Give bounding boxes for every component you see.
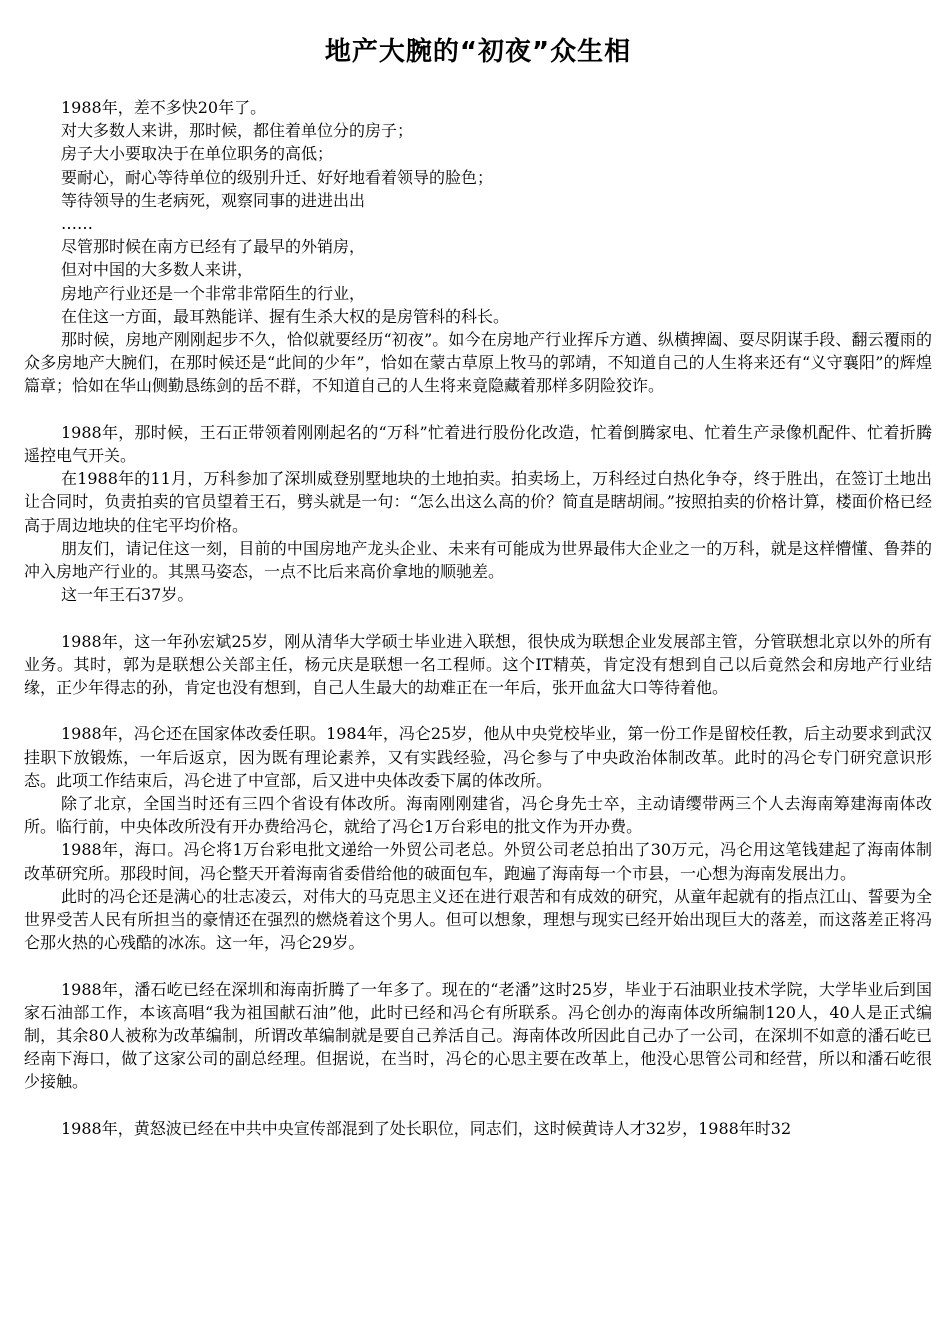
paragraph-spacer	[24, 398, 932, 421]
paragraph: 但对中国的大多数人来讲，	[61, 260, 254, 280]
paragraph: 1988年，海口。冯仑将1万台彩电批文递给一外贸公司老总。外贸公司老总拍出了30万元，冯仑用这笔钱建起了海南体制改革研究所。那段时间，冯仑整天开着海南省委借给他的破面包车，跑遍了海南每一个市县，一心想为海南发展出力。	[24, 840, 932, 883]
paragraph: ……	[61, 214, 93, 234]
paragraph-spacer	[24, 1094, 932, 1117]
paragraph: 在住这一方面，最耳熟能详、握有生杀大权的是房管科的科长。	[61, 306, 510, 326]
paragraph: 此时的冯仑还是满心的壮志凌云，对伟大的马克思主义还在进行艰苦和有成效的研究，从童年起就有的指点江山、誓要为全世界受苦人民有所担当的豪情还在强烈的燃烧着这个男人。但可以想象，理想与现实已经开始出现巨大的落差，而这落差正将冯仑那火热的心残酷的冰冻。这一年，冯仑29岁。	[24, 886, 932, 953]
document-body	[24, 96, 932, 1140]
document-title: 地产大腕的“初夜”众生相	[324, 37, 632, 67]
paragraph: 1988年，那时候，王石正带领着刚刚起名的“万科”忙着进行股份化改造，忙着倒腾家电、忙着生产录像机配件、忙着折腾遥控电气开关。	[24, 422, 932, 466]
paragraph: 房子大小要取决于在单位职务的高低；	[61, 144, 334, 164]
paragraph: 1988年，冯仑还在国家体改委任职。1984年，冯仑25岁，他从中央党校毕业，第一份工作是留校任教，后主动要求到武汉挂职下放锻炼，一年后返京，因为既有理论素养，又有实践经验，冯仑参与了中央政治体制改革。此时的冯仑专门研究意识形态。此项工作结束后，冯仑进了中宣部，后又进中央体改委下属的体改所。	[24, 724, 932, 790]
paragraph: 1988年，潘石屹已经在深圳和海南折腾了一年多了。现在的“老潘”这时25岁，毕业于石油职业技术学院，大学毕业后到国家石油部工作，本该高唱“我为祖国献石油”他，此时已经和冯仑有所联系。冯仑创办的海南体改所编制120人，40人是正式编制，其余80人被称为改革编制，所谓改革编制就是要自己养活自己。海南体改所因此自己办了一公司，在深圳不如意的潘石屹已经南下海口，做了这家公司的副总经理。但据说，在当时，冯仑的心思主要在改革上，他没心思管公司和经营，所以和潘石屹很少接触。	[24, 979, 932, 1092]
paragraph: 等待领导的生老病死，观察同事的进进出出	[61, 190, 366, 210]
paragraph: 朋友们，请记住这一刻，目前的中国房地产龙头企业、未来有可能成为世界最伟大企业之一的万科，就是这样懵懂、鲁莽的冲入房地产行业的。其黑马姿态，一点不比后来高价拿地的顺驰差。	[24, 538, 932, 582]
paragraph: 尽管那时候在南方已经有了最早的外销房，	[61, 237, 366, 257]
paragraph: 对大多数人来讲，那时候，都住着单位分的房子；	[61, 121, 414, 141]
paragraph: 那时候，房地产刚刚起步不久，恰似就要经历“初夜”。如今在房地产行业挥斥方遒、纵横捭阖、耍尽阴谋手段、翻云覆雨的众多房地产大腕们，在那时候还是“此间的少年”，恰如在蒙古草原上牧马的郭靖，不知道自己的人生将来还有“义守襄阳”的辉煌篇章；恰如在华山侧勤恳练剑的岳不群，不知道自己的人生将来竟隐藏着那样多阴险狡诈。	[24, 330, 932, 396]
paragraph-spacer	[24, 954, 932, 977]
paragraph: 1988年，差不多快20年了。	[61, 98, 267, 117]
document-page	[24, 0, 932, 1140]
paragraph: 这一年王石37岁。	[61, 585, 194, 605]
paragraph: 1988年，黄怒波已经在中共中央宣传部混到了处长职位，同志们，这时候黄诗人才32岁，1988年时32	[61, 1118, 792, 1138]
paragraph: 除了北京，全国当时还有三四个省设有体改所。海南刚刚建省，冯仑身先士卒，主动请缨带两三个人去海南筹建海南体改所。临行前，中央体改所没有开办费给冯仑，就给了冯仑1万台彩电的批文作为开办费。	[24, 794, 932, 837]
paragraph-spacer	[24, 699, 932, 722]
paragraph-spacer	[24, 606, 932, 629]
paragraph: 要耐心，耐心等待单位的级别升迁、好好地看着领导的脸色；	[61, 167, 494, 187]
paragraph: 1988年，这一年孙宏斌25岁，刚从清华大学硕士毕业进入联想，很快成为联想企业发展部主管，分管联想北京以外的所有业务。其时，郭为是联想公关部主任，杨元庆是联想一名工程师。这个IT精英，肯定没有想到自己以后竟然会和房地产行业结缘，正少年得志的孙，肯定也没有想到，自己人生最大的劫难正在一年后，张开血盆大口等待着他。	[24, 631, 932, 698]
paragraph: 房地产行业还是一个非常非常陌生的行业，	[61, 283, 366, 303]
paragraph: 在1988年的11月，万科参加了深圳威登别墅地块的土地拍卖。拍卖场上，万科经过白热化争夺，终于胜出，在签订土地出让合同时，负责拍卖的官员望着王石，劈头就是一句：“怎么出这么高的价？简直是瞎胡闹。”按照拍卖的价格计算，楼面价格已经高于周边地块的住宅平均价格。	[24, 469, 932, 535]
